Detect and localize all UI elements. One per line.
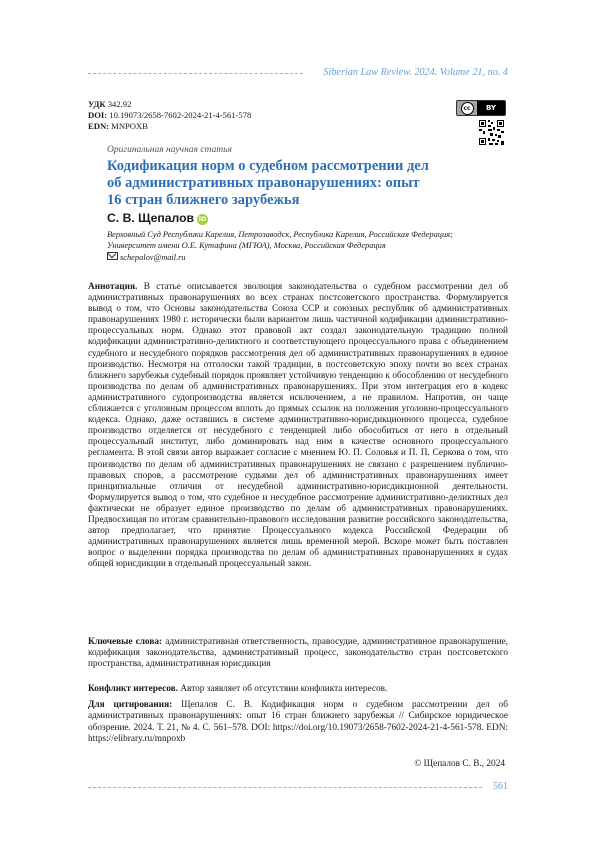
- affiliations: [107, 229, 453, 263]
- cc-by-label: BY: [485, 104, 497, 112]
- affiliation-1: Верховный Суд Республики Карелия, Петрозаводск, Республика Карелия, Российская Федерация;: [107, 230, 453, 239]
- affiliation-2: Университет имени О.Е. Кутафина (МГЮА), Москва, Российская Федерация: [107, 241, 386, 251]
- keywords: [88, 637, 508, 670]
- header-rule: [88, 73, 303, 74]
- page-number: 561: [493, 781, 508, 792]
- keywords-text: административная ответственность, правосудие, административное правонарушение, кодификация законодательства, административный процесс, законодательство стран постсоветского пространства, административная юрисдикция: [88, 637, 508, 670]
- citation: [88, 700, 508, 746]
- copyright: © Щепалов С. В., 2024: [414, 759, 505, 769]
- conflict-of-interest: [88, 684, 508, 695]
- doi-line: [88, 110, 251, 121]
- abstract-label: Аннотация.: [88, 282, 138, 292]
- abstract-text: В статье описывается эволюция законодательства о судебном рассмотрении дел об административных правонарушениях во всех странах постсоветского пространства. Формулируется вывод о том, что Основы законодательства Союза ССР и союзных республик об административных правонарушениях 1980 г. исторически были вариантом лишь частичной кодификации административно-процессуальных норм. Однако этот правовой акт создал законодательную традицию полной кодификации административно-деликтного и соответствующего процессуального права с объединением судебного и несудебного порядков рассмотрения дел об административных правонарушениях в единое производство. Несмотря на отголоски такой традиции, в постсоветскую эпоху почти во всех странах ближнего зарубежья судебный порядок проявляет устойчивую тенденцию к обособлению от несудебного производства по делам об административных правонарушениях. При этом интеграция его в кодекс административного судопроизводства является исключением, а не правилом. Напротив, он чаще сближается с уголовным процессом вплоть до прямых ссылок на положения уголовно-процессуального кодекса. Однако, даже оставшись в системе административно-юрисдикционного процесса, судебное производство отделяется от несудебного с тенденцией либо обособиться от него в отдельный процессуальный институт, либо доминировать над ним в качестве основного процессуального регламента. В этой связи автор выражает согласие с мнением Ю. П. Соловья и П. П. Серкова о том, что производство по делам об административных правонарушениях не связано с разрешением публично-правовых споров, а рассмотрение судьями дел об административных правонарушениях имеет принципиальные отличия от несудебной административно-юрисдикционной деятельности. Формулируется вывод о том, что судебное и несудебное рассмотрение административно-деликтных дел фактически не образует единое производство по делам об административных правонарушениях. Предвосхищая по итогам сравнительно-правового исследования развитие российского законодательства, автор предполагает, что принятие Процессуального кодекса Российской Федерации об административных правонарушениях является лишь временной мерой. Вскоре может быть поставлен вопрос о выделении порядка производства по делам об административных правонарушениях в судах общей юрисдикции в отдельный процессуальный закон.: [88, 282, 508, 570]
- running-header: [88, 66, 508, 80]
- citation-label: Для цитирования:: [88, 700, 173, 710]
- author-name: С. В. Щепалов: [107, 211, 195, 225]
- edn-line: [88, 121, 251, 132]
- conflict-text: Автор заявляет об отсутствии конфликта интересов.: [180, 684, 388, 694]
- udk-line: [88, 99, 251, 110]
- doi-label: DOI:: [88, 110, 108, 120]
- journal-header: Siberian Law Review. 2024. Volume 21, no. 4: [323, 67, 508, 78]
- edn-label: EDN:: [88, 121, 110, 131]
- keywords-label: Ключевые слова:: [88, 637, 163, 647]
- author-line: [107, 211, 208, 225]
- edn-value: MNPOXB: [111, 121, 148, 131]
- article-title: Кодификация норм о судебном рассмотрении дел об административных правонарушениях: опыт 16 стран ближнего зарубежья: [107, 158, 429, 208]
- orcid-icon[interactable]: iD: [198, 215, 207, 223]
- cc-logo: [457, 101, 477, 115]
- article-meta: [88, 99, 251, 132]
- envelope-icon: [107, 252, 118, 260]
- article-type: Оригинальная научная статья: [107, 145, 232, 155]
- doi-value: 10.19073/2658-7602-2024-21-4-561-578: [109, 110, 252, 120]
- citation-text[interactable]: Щепалов С. В. Кодификация норм о судебном рассмотрении дел об административных правонарушениях: опыт 16 стран ближнего зарубежья // Сибирское юридическое обозрение. 2024. Т. 21, № 4. С. 561–578. DOI: https://doi.org/10.19073/2658-7602-2024-21-4-561-578. EDN: https://elibrary.ru/mnpoxb: [88, 700, 508, 745]
- abstract: [88, 282, 508, 570]
- footer-rule: [88, 787, 482, 788]
- udk-label: УДК: [88, 99, 106, 109]
- cc-icon: cc: [461, 102, 474, 115]
- cc-by-license-badge[interactable]: [456, 100, 506, 116]
- author-email[interactable]: schepalov@mail.ru: [120, 252, 186, 262]
- udk-value: 342.92: [107, 99, 132, 109]
- conflict-label: Конфликт интересов.: [88, 684, 179, 694]
- email-line: [107, 252, 453, 263]
- page-footer: [88, 781, 508, 795]
- qr-code-icon: [478, 119, 505, 146]
